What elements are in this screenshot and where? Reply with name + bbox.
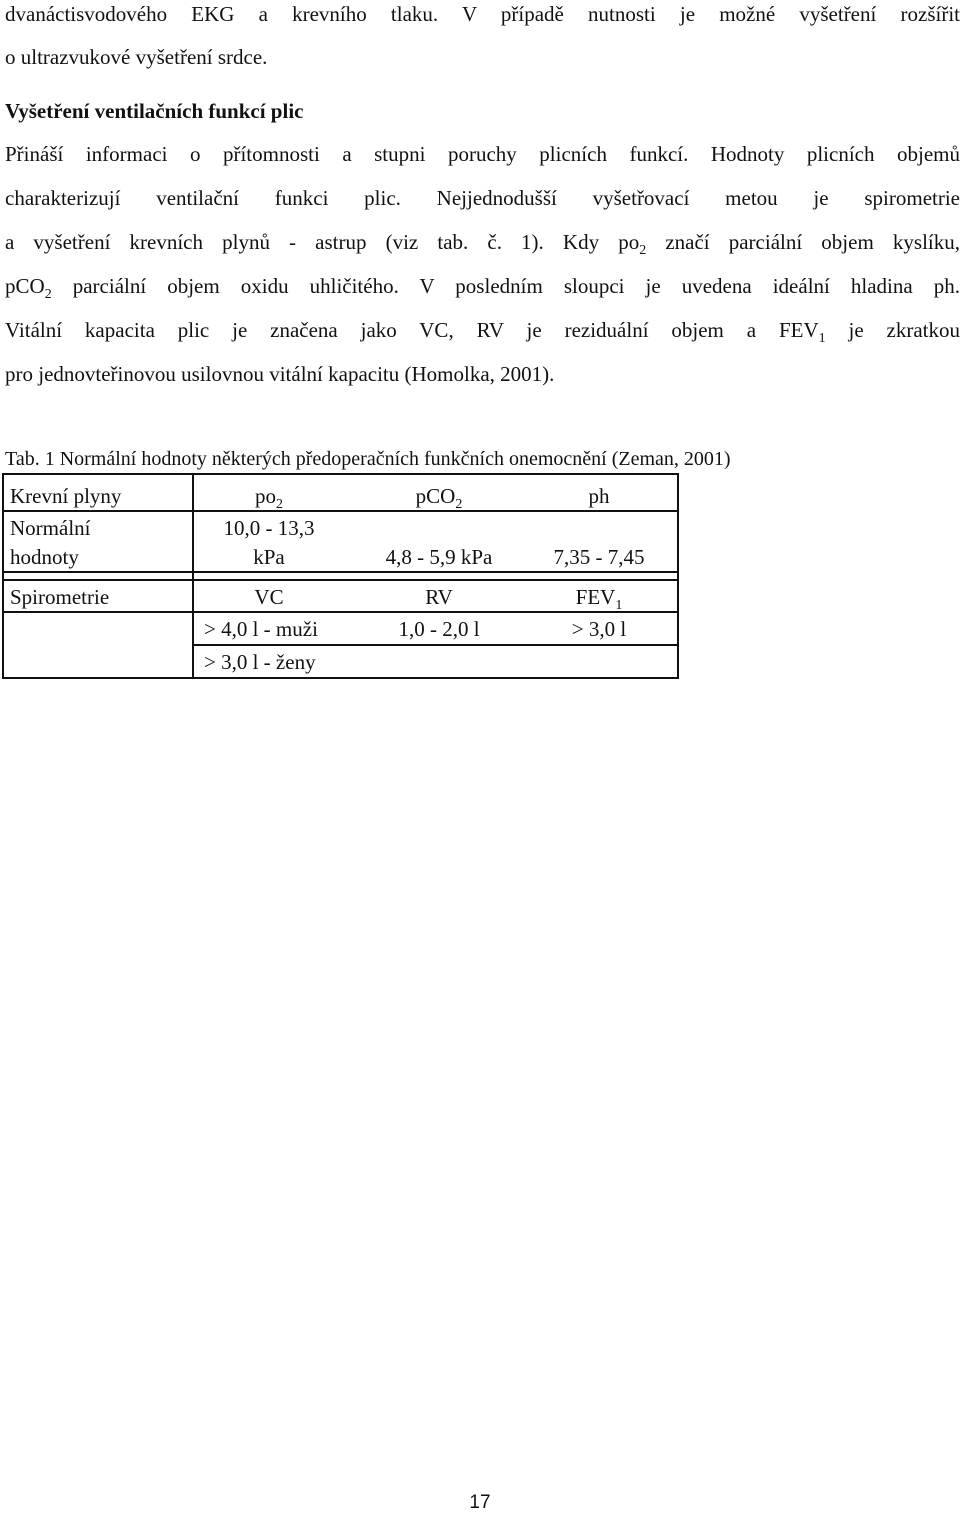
spiro-fev1-value: > 3,0 l: [571, 617, 627, 641]
header-po2-text: po: [255, 484, 276, 508]
normal-po2-line-1: 10,0 - 13,3: [223, 516, 315, 540]
header-ph: ph: [588, 484, 610, 508]
paragraph-2-line-2: charakterizují ventilační funkci plic. Nejjednodušší vyšetřovací metou je spirometrie: [5, 186, 960, 210]
paragraph-2-line-1: Přináší informaci o přítomnosti a stupni poruchy plicních funkcí. Hodnoty plicních objemů: [5, 142, 960, 166]
spiro-fev1-text: FEV: [575, 585, 616, 609]
paragraph-2-line-3-text: a vyšetření krevních plynů - astrup (viz tab. č. 1). Kdy po: [5, 230, 640, 254]
paragraph-1-line-1: dvanáctisvodového EKG a krevního tlaku. V případě nutnosti je možné vyšetření rozšířit: [5, 2, 960, 26]
paragraph-1-line-2: o ultrazvukové vyšetření srdce.: [5, 45, 268, 69]
normal-po2-line-2: kPa: [253, 545, 285, 569]
subscript: 2: [639, 243, 647, 258]
header-pco2-text: pCO: [415, 484, 456, 508]
spiro-vc-women: > 3,0 l - ženy: [204, 650, 316, 674]
subscript: 2: [44, 287, 52, 302]
normal-ph: 7,35 - 7,45: [553, 545, 645, 569]
spiro-vc-men: > 4,0 l - muži: [204, 617, 318, 641]
subscript: 2: [455, 497, 463, 512]
spiro-fev1-header: [534, 583, 664, 615]
normal-pco2: 4,8 - 5,9 kPa: [385, 545, 493, 569]
table-rule: [2, 579, 679, 581]
spiro-rv-header: RV: [425, 585, 453, 609]
table-rule: [2, 510, 679, 512]
paragraph-2-line-4: [5, 272, 960, 304]
paragraph-2-line-3: [5, 228, 960, 260]
table-rule: [192, 644, 679, 646]
header-pco2: [364, 482, 514, 514]
table-rule: [2, 571, 679, 573]
page-number: 17: [469, 1492, 491, 1513]
paragraph-2-line-3-tail: značí parciální objem kyslíku,: [646, 230, 960, 254]
spiro-label: Spirometrie: [10, 585, 110, 609]
subscript: 2: [276, 497, 283, 512]
section-heading: Vyšetření ventilačních funkcí plic: [5, 99, 304, 123]
normal-label-line-1: Normální: [10, 516, 91, 540]
table-column-rule: [192, 473, 194, 679]
subscript: 1: [615, 598, 623, 613]
paragraph-2-line-4-head: pCO: [5, 274, 45, 298]
table-caption: Tab. 1 Normální hodnoty některých předoperačních funkčních onemocnění (Zeman, 2001): [5, 448, 731, 470]
spiro-rv-value: 1,0 - 2,0 l: [398, 617, 480, 641]
paragraph-2-line-5: [5, 316, 960, 348]
normal-label-line-2: hodnoty: [10, 545, 79, 569]
paragraph-2-line-5-head: Vitální kapacita plic je značena jako VC, RV je reziduální objem a FEV: [5, 318, 819, 342]
header-po2: [204, 482, 334, 514]
subscript: 1: [818, 331, 826, 346]
header-krevni-plyny: Krevní plyny: [10, 484, 122, 508]
paragraph-2-line-5-tail: je zkratkou: [825, 318, 960, 342]
spiro-vc-header: VC: [254, 585, 284, 609]
paragraph-2-line-4-tail: parciální objem oxidu uhličitého. V posledním sloupci je uvedena ideální hladina ph.: [51, 274, 960, 298]
paragraph-2-line-6: pro jednovteřinovou usilovnou vitální kapacitu (Homolka, 2001).: [5, 362, 555, 386]
values-table: [2, 473, 679, 679]
